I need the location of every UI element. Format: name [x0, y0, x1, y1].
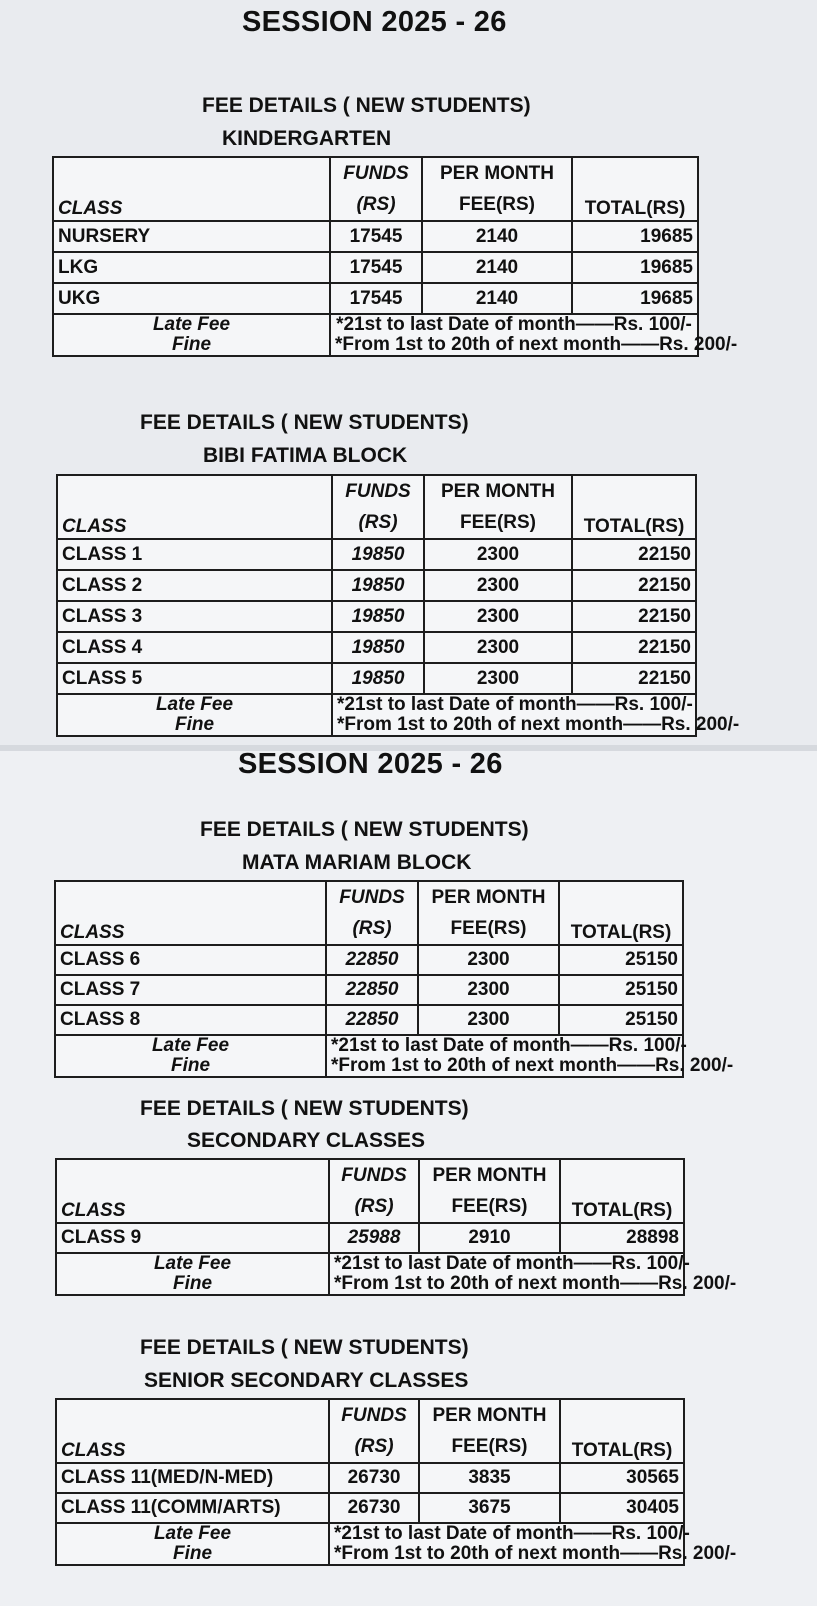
total-cell: 19685 — [572, 221, 698, 252]
header-per-month-top: PER MONTH — [441, 481, 555, 502]
header-total: TOTAL(RS) — [559, 881, 683, 945]
late-fee-label-top: Late Fee — [152, 314, 231, 335]
header-per-month-bottom: FEE(RS) — [460, 512, 536, 533]
class-name-cell: CLASS 1 — [57, 539, 332, 570]
late-fee-label — [55, 1035, 326, 1077]
class-name-cell: CLASS 3 — [57, 601, 332, 632]
session-title: SESSION 2025 - 26 — [242, 6, 507, 38]
header-per-month-bottom: FEE(RS) — [450, 918, 527, 939]
monthly-fee-cell: 2140 — [422, 283, 572, 314]
late-fee-rule-1: *21st to last Date of month——Rs. 100/- — [337, 694, 693, 715]
class-name-cell: NURSERY — [53, 221, 330, 252]
class-name-cell: CLASS 9 — [56, 1223, 329, 1253]
total-cell: 28898 — [560, 1223, 684, 1253]
table-row — [56, 1463, 684, 1493]
monthly-fee-cell: 2300 — [418, 975, 559, 1005]
header-per-month-top: PER MONTH — [432, 1165, 547, 1186]
late-fee-label-bottom: Fine — [172, 1543, 213, 1564]
header-per-month — [419, 1159, 560, 1223]
header-funds-bottom: (RS) — [352, 918, 392, 939]
table-row — [55, 945, 683, 975]
session-title: SESSION 2025 - 26 — [238, 748, 503, 780]
header-per-month-top: PER MONTH — [432, 1405, 547, 1426]
class-name-cell: LKG — [53, 252, 330, 283]
funds-cell: 26730 — [329, 1493, 419, 1523]
table-header-row — [55, 881, 683, 945]
section-subheading: SENIOR SECONDARY CLASSES — [144, 1369, 469, 1392]
late-fee-rules — [329, 1253, 737, 1295]
late-fee-label-bottom: Fine — [174, 714, 215, 735]
section-heading: FEE DETAILS ( NEW STUDENTS) — [200, 818, 529, 841]
funds-cell: 25988 — [329, 1223, 419, 1253]
class-name-cell: CLASS 6 — [55, 945, 326, 975]
header-funds — [332, 475, 424, 539]
class-name-cell: CLASS 7 — [55, 975, 326, 1005]
header-funds-top: FUNDS — [341, 1405, 407, 1426]
monthly-fee-cell: 2140 — [422, 221, 572, 252]
late-fee-label — [56, 1253, 329, 1295]
header-total: TOTAL(RS) — [560, 1159, 684, 1223]
header-funds-top: FUNDS — [345, 481, 411, 502]
fee-table — [56, 474, 740, 737]
header-funds — [329, 1159, 419, 1223]
table-row — [57, 539, 696, 570]
section-subheading: BIBI FATIMA BLOCK — [203, 444, 408, 467]
late-fee-rule-2: *From 1st to 20th of next month——Rs. 200/- — [331, 1055, 734, 1076]
late-fee-label-bottom: Fine — [170, 1055, 211, 1076]
monthly-fee-cell: 2140 — [422, 252, 572, 283]
section-subheading: MATA MARIAM BLOCK — [242, 851, 472, 874]
funds-cell: 17545 — [330, 283, 422, 314]
fee-table — [55, 1158, 737, 1296]
table-row — [56, 1493, 684, 1523]
header-per-month — [418, 881, 559, 945]
table-row — [57, 570, 696, 601]
monthly-fee-cell: 3835 — [419, 1463, 560, 1493]
funds-cell: 22850 — [326, 945, 418, 975]
late-fee-rule-2: *From 1st to 20th of next month——Rs. 200/- — [334, 1273, 737, 1294]
late-fee-label — [57, 694, 332, 736]
table-header-row — [56, 1159, 684, 1223]
header-funds-bottom: (RS) — [358, 512, 398, 533]
class-name-cell: CLASS 11(MED/N-MED) — [56, 1463, 329, 1493]
late-fee-rules — [329, 1523, 737, 1565]
table-row — [55, 1005, 683, 1035]
header-funds-top: FUNDS — [339, 887, 405, 908]
late-fee-row — [53, 314, 698, 356]
late-fee-rules — [326, 1035, 734, 1077]
header-per-month-bottom: FEE(RS) — [459, 194, 535, 215]
total-cell: 30565 — [560, 1463, 684, 1493]
monthly-fee-cell: 2300 — [424, 570, 572, 601]
table-row — [55, 975, 683, 1005]
funds-cell: 22850 — [326, 975, 418, 1005]
header-class: CLASS — [56, 1159, 329, 1223]
header-class: CLASS — [56, 1399, 329, 1463]
class-name-cell: CLASS 11(COMM/ARTS) — [56, 1493, 329, 1523]
total-cell: 25150 — [559, 1005, 683, 1035]
late-fee-rule-1: *21st to last Date of month——Rs. 100/- — [334, 1523, 690, 1544]
total-cell: 22150 — [572, 570, 696, 601]
late-fee-label — [56, 1523, 329, 1565]
total-cell: 22150 — [572, 632, 696, 663]
late-fee-rule-1: *21st to last Date of month——Rs. 100/- — [331, 1035, 687, 1056]
late-fee-label-top: Late Fee — [153, 1523, 232, 1544]
table-header-row — [56, 1399, 684, 1463]
header-funds-bottom: (RS) — [354, 1196, 394, 1217]
funds-cell: 19850 — [332, 601, 424, 632]
late-fee-row — [56, 1523, 684, 1565]
header-funds-bottom: (RS) — [356, 194, 396, 215]
fee-table — [55, 1398, 737, 1566]
late-fee-label-bottom: Fine — [172, 1273, 213, 1294]
funds-cell: 17545 — [330, 221, 422, 252]
table-row — [53, 252, 698, 283]
total-cell: 19685 — [572, 252, 698, 283]
total-cell: 22150 — [572, 601, 696, 632]
total-cell: 25150 — [559, 975, 683, 1005]
table-row — [56, 1223, 684, 1253]
class-name-cell: CLASS 5 — [57, 663, 332, 694]
table-header-row — [53, 157, 698, 221]
late-fee-rule-2: *From 1st to 20th of next month——Rs. 200/- — [334, 1543, 737, 1564]
funds-cell: 17545 — [330, 252, 422, 283]
monthly-fee-cell: 2300 — [424, 601, 572, 632]
monthly-fee-cell: 2300 — [424, 663, 572, 694]
section-heading: FEE DETAILS ( NEW STUDENTS) — [202, 94, 531, 117]
table-row — [57, 663, 696, 694]
monthly-fee-cell: 2300 — [424, 539, 572, 570]
header-per-month — [419, 1399, 560, 1463]
monthly-fee-cell: 2300 — [424, 632, 572, 663]
funds-cell: 19850 — [332, 570, 424, 601]
header-per-month — [422, 157, 572, 221]
class-name-cell: CLASS 4 — [57, 632, 332, 663]
late-fee-label — [53, 314, 330, 356]
header-total: TOTAL(RS) — [572, 157, 698, 221]
class-name-cell: CLASS 8 — [55, 1005, 326, 1035]
late-fee-row — [55, 1035, 683, 1077]
header-total: TOTAL(RS) — [572, 475, 696, 539]
header-funds-bottom: (RS) — [354, 1436, 394, 1457]
late-fee-rules — [330, 314, 738, 356]
header-funds — [330, 157, 422, 221]
late-fee-label-top: Late Fee — [155, 694, 234, 715]
total-cell: 19685 — [572, 283, 698, 314]
late-fee-rule-1: *21st to last Date of month——Rs. 100/- — [334, 1253, 690, 1274]
table-header-row — [57, 475, 696, 539]
header-class: CLASS — [55, 881, 326, 945]
late-fee-rule-2: *From 1st to 20th of next month——Rs. 200/- — [337, 714, 740, 735]
late-fee-row — [57, 694, 696, 736]
header-funds-top: FUNDS — [343, 163, 409, 184]
header-per-month-bottom: FEE(RS) — [451, 1436, 528, 1457]
section-heading: FEE DETAILS ( NEW STUDENTS) — [140, 1336, 469, 1359]
class-name-cell: UKG — [53, 283, 330, 314]
late-fee-label-top: Late Fee — [153, 1253, 232, 1274]
total-cell: 30405 — [560, 1493, 684, 1523]
late-fee-row — [56, 1253, 684, 1295]
fee-table — [54, 880, 734, 1078]
header-class: CLASS — [53, 157, 330, 221]
late-fee-rule-2: *From 1st to 20th of next month——Rs. 200/- — [335, 334, 738, 355]
monthly-fee-cell: 2300 — [418, 945, 559, 975]
funds-cell: 22850 — [326, 1005, 418, 1035]
late-fee-rules — [332, 694, 740, 736]
header-per-month-top: PER MONTH — [431, 887, 546, 908]
header-funds — [326, 881, 418, 945]
section-heading: FEE DETAILS ( NEW STUDENTS) — [140, 411, 469, 434]
section-subheading: KINDERGARTEN — [222, 127, 392, 150]
late-fee-label-bottom: Fine — [171, 334, 212, 355]
fee-table — [52, 156, 738, 357]
funds-cell: 19850 — [332, 663, 424, 694]
late-fee-label-top: Late Fee — [151, 1035, 230, 1056]
monthly-fee-cell: 2300 — [418, 1005, 559, 1035]
funds-cell: 19850 — [332, 632, 424, 663]
funds-cell: 26730 — [329, 1463, 419, 1493]
header-class: CLASS — [57, 475, 332, 539]
header-total: TOTAL(RS) — [560, 1399, 684, 1463]
late-fee-rule-1: *21st to last Date of month——Rs. 100/- — [336, 314, 692, 335]
section-heading: FEE DETAILS ( NEW STUDENTS) — [140, 1097, 469, 1120]
header-per-month — [424, 475, 572, 539]
total-cell: 22150 — [572, 663, 696, 694]
total-cell: 22150 — [572, 539, 696, 570]
funds-cell: 19850 — [332, 539, 424, 570]
header-per-month-top: PER MONTH — [440, 163, 554, 184]
monthly-fee-cell: 3675 — [419, 1493, 560, 1523]
total-cell: 25150 — [559, 945, 683, 975]
header-funds — [329, 1399, 419, 1463]
table-row — [53, 221, 698, 252]
monthly-fee-cell: 2910 — [419, 1223, 560, 1253]
table-row — [53, 283, 698, 314]
table-row — [57, 632, 696, 663]
table-row — [57, 601, 696, 632]
class-name-cell: CLASS 2 — [57, 570, 332, 601]
header-funds-top: FUNDS — [341, 1165, 407, 1186]
header-per-month-bottom: FEE(RS) — [451, 1196, 528, 1217]
section-subheading: SECONDARY CLASSES — [187, 1129, 426, 1152]
